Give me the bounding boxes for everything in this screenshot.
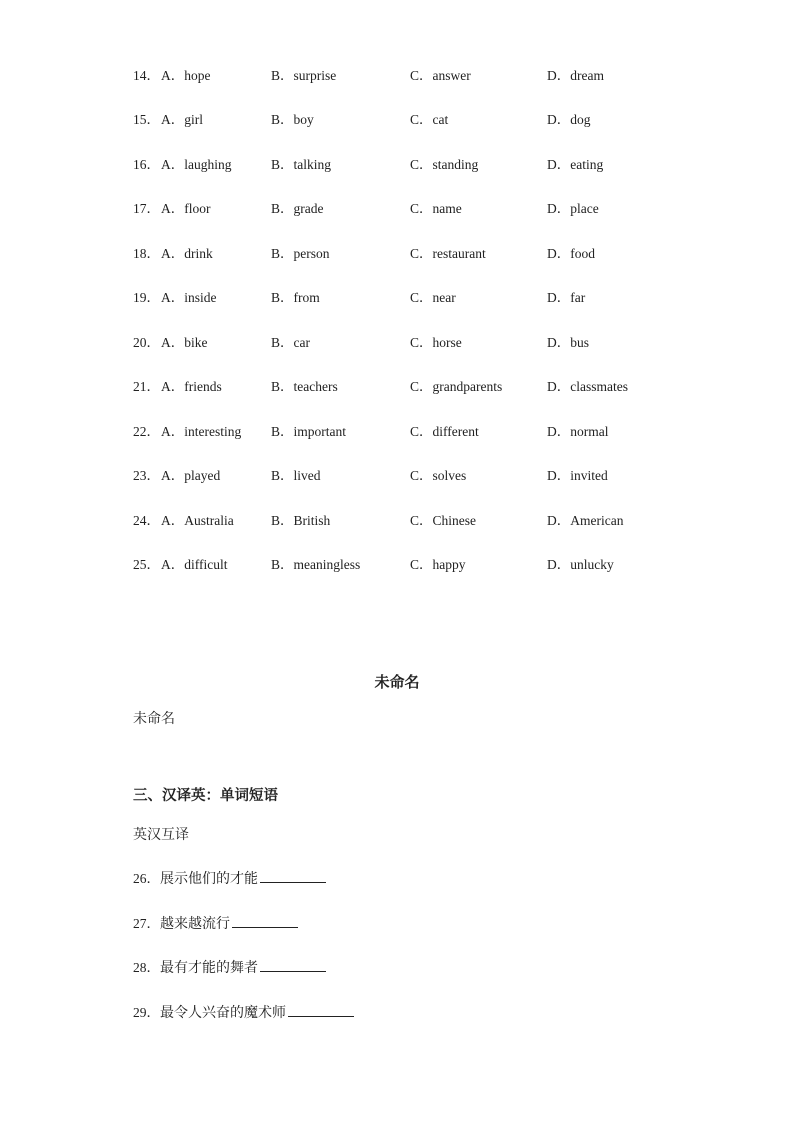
option-a: A．floor: [161, 201, 211, 216]
translation-item: [133, 957, 326, 978]
option-b: B．grade: [271, 201, 324, 216]
option-c: C．happy: [410, 557, 466, 572]
option-d: D．bus: [547, 335, 590, 350]
question-row: [133, 422, 693, 442]
option-d: D．unlucky: [547, 557, 614, 572]
option-c: C．standing: [410, 157, 479, 172]
question-row: [133, 511, 693, 531]
question-row: [133, 244, 693, 264]
item-text: 最令人兴奋的魔术师: [160, 1005, 286, 1021]
question-row: [133, 377, 693, 397]
option-d: D．classmates: [547, 379, 628, 394]
option-c: C．different: [410, 424, 479, 439]
section-title: 三、汉译英：单词短语: [133, 788, 278, 804]
option-a: A．difficult: [161, 557, 228, 572]
question-number: 15．: [133, 112, 160, 127]
option-b: B．boy: [271, 112, 314, 127]
question-number: 16．: [133, 157, 160, 172]
option-b: B．car: [271, 335, 310, 350]
option-c: C．horse: [410, 335, 462, 350]
question-row: [133, 110, 693, 130]
option-d: D．normal: [547, 424, 609, 439]
question-number: 24．: [133, 513, 160, 528]
item-text: 越来越流行: [160, 916, 230, 932]
option-a: A．drink: [161, 246, 213, 261]
option-a: A．inside: [161, 290, 217, 305]
question-row: [133, 199, 693, 219]
item-number: 28．: [133, 960, 160, 975]
translation-item: [133, 913, 298, 934]
section-instruction: 英汉互译: [133, 827, 189, 843]
option-b: B．lived: [271, 468, 321, 483]
option-d: D．eating: [547, 157, 604, 172]
option-d: D．place: [547, 201, 599, 216]
question-row: [133, 288, 693, 308]
item-number: 26．: [133, 871, 160, 886]
option-a: A．laughing: [161, 157, 232, 172]
question-row: [133, 466, 693, 486]
option-a: A．played: [161, 468, 221, 483]
option-b: B．person: [271, 246, 330, 261]
question-number: 20．: [133, 335, 160, 350]
option-c: C．restaurant: [410, 246, 486, 261]
option-d: D．American: [547, 513, 624, 528]
question-number: 18．: [133, 246, 160, 261]
item-text: 最有才能的舞者: [160, 960, 258, 976]
option-c: C．name: [410, 201, 462, 216]
option-a: A．friends: [161, 379, 222, 394]
question-number: 22．: [133, 424, 160, 439]
option-b: B．talking: [271, 157, 331, 172]
option-a: A．Australia: [161, 513, 234, 528]
option-b: B．British: [271, 513, 331, 528]
answer-blank[interactable]: [232, 913, 298, 928]
option-c: C．answer: [410, 68, 471, 83]
answer-blank[interactable]: [260, 868, 326, 883]
question-number: 19．: [133, 290, 160, 305]
translation-item: [133, 1002, 354, 1023]
item-number: 27．: [133, 916, 160, 931]
translation-item: [133, 868, 326, 889]
option-b: B．teachers: [271, 379, 338, 394]
option-d: D．far: [547, 290, 586, 305]
option-b: B．from: [271, 290, 320, 305]
question-row: [133, 155, 693, 175]
option-c: C．grandparents: [410, 379, 503, 394]
option-a: A．interesting: [161, 424, 242, 439]
option-c: C．solves: [410, 468, 467, 483]
option-c: C．Chinese: [410, 513, 476, 528]
question-number: 25．: [133, 557, 160, 572]
option-c: C．near: [410, 290, 456, 305]
option-d: D．food: [547, 246, 595, 261]
option-d: D．invited: [547, 468, 608, 483]
option-a: A．hope: [161, 68, 211, 83]
unnamed-heading: 未命名: [374, 673, 420, 691]
option-c: C．cat: [410, 112, 449, 127]
answer-blank[interactable]: [260, 957, 326, 972]
option-a: A．bike: [161, 335, 208, 350]
answer-blank[interactable]: [288, 1002, 354, 1017]
option-b: B．important: [271, 424, 346, 439]
option-d: D．dream: [547, 68, 604, 83]
question-row: [133, 555, 693, 575]
question-number: 14．: [133, 68, 160, 83]
question-row: [133, 333, 693, 353]
question-row: [133, 66, 693, 86]
option-b: B．meaningless: [271, 557, 361, 572]
option-d: D．dog: [547, 112, 591, 127]
option-b: B．surprise: [271, 68, 337, 83]
question-number: 23．: [133, 468, 160, 483]
unnamed-text: 未命名: [133, 711, 175, 727]
item-number: 29．: [133, 1005, 160, 1020]
option-a: A．girl: [161, 112, 203, 127]
question-number: 21．: [133, 379, 160, 394]
question-number: 17．: [133, 201, 160, 216]
item-text: 展示他们的才能: [160, 871, 258, 887]
